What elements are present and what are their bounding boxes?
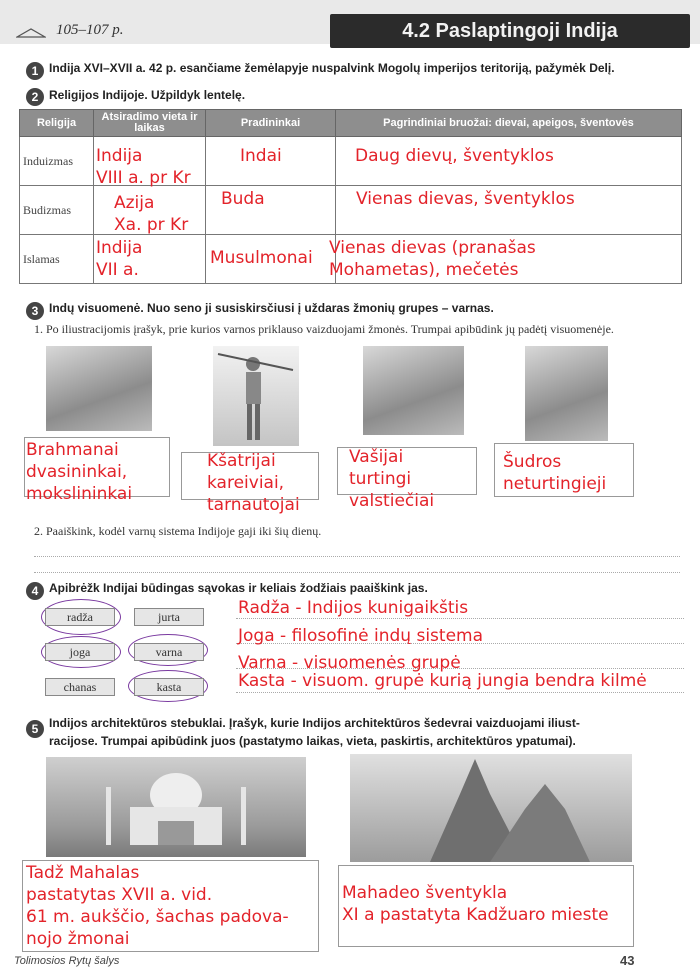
taj-mahal-photo	[46, 757, 306, 857]
temple-icon	[350, 754, 632, 862]
task-4-text: Apibrėžk Indijai būdingas sąvokas ir keliais žodžiais paaiškink jas.	[49, 581, 428, 595]
task-5-text-line-2: racijose. Trumpai apibūdink juos (pastatymo laikas, vieta, paskirtis, architektūros ypatumai).	[49, 734, 576, 748]
handwritten-answer: Tadž Mahalas pastatytas XVII a. vid. 61 m. aukščio, šachas padova- nojo žmonai	[26, 863, 289, 949]
handwritten-answer: Vašijai turtingi valstiečiai	[349, 447, 435, 511]
task-1-text: Indija XVI–XVII a. 42 p. esančiame žemėlapyje nuspalvink Mogolų imperijos teritoriją, pažymėk Delį.	[49, 61, 615, 75]
term-kasta[interactable]: kasta	[134, 678, 204, 696]
handwritten-answer: Azija Xa. pr Kr	[114, 193, 189, 235]
handwritten-answer: Radža - Indijos kunigaikštis	[238, 598, 469, 618]
handwritten-answer: Buda	[221, 189, 265, 209]
handwritten-answer: Kasta - visuom. grupė kurią jungia bendra kilmė	[238, 671, 647, 691]
answer-line[interactable]	[236, 692, 684, 693]
temple-photo	[350, 754, 632, 862]
handwritten-answer: Daug dievų, šventyklos	[355, 146, 554, 166]
task-5-text-line-1: Indijos architektūros stebuklai. Įrašyk, kurie Indijos architektūros šedevrai vaizduojami iliust-	[49, 716, 580, 730]
handwritten-answer: Vienas dievas, šventyklos	[356, 189, 575, 209]
religion-name: Budizmas	[20, 186, 94, 235]
term-varna[interactable]: varna	[134, 643, 204, 661]
handwritten-answer: Vienas dievas (pranašas Mohametas), mečetės	[329, 238, 536, 280]
page-title: 4.2 Paslaptingoji Indija	[330, 14, 690, 48]
handwritten-answer: Indai	[240, 146, 282, 166]
column-header: Atsiradimo vieta ir laikas	[94, 110, 206, 137]
term-joga[interactable]: joga	[45, 643, 115, 661]
handwritten-answer: Šudros neturtingieji	[503, 452, 607, 494]
handwritten-answer: Varna - visuomenės grupė	[238, 653, 461, 673]
term-jurta[interactable]: jurta	[134, 608, 204, 626]
religion-name: Induizmas	[20, 137, 94, 186]
task-number-5: 5	[26, 720, 44, 738]
task-number-3: 3	[26, 302, 44, 320]
handwritten-answer: Musulmonai	[210, 248, 313, 268]
column-header: Pradininkai	[206, 110, 336, 137]
task-3-question-2: 2. Paaiškink, kodėl varnų sistema Indijoje gajі iki šių dienų.	[34, 524, 322, 538]
page-number: 43	[620, 953, 635, 968]
religion-name: Islamas	[20, 235, 94, 284]
handwritten-answer: Joga - filosofinė indų sistema	[238, 626, 484, 646]
task-number-1: 1	[26, 62, 44, 80]
column-header: Religija	[20, 110, 94, 137]
task-number-4: 4	[26, 582, 44, 600]
brahmin-illustration	[46, 346, 152, 431]
handwritten-answer: Indija VII a.	[96, 238, 143, 280]
warrior-figure-icon	[213, 346, 299, 446]
taj-mahal-icon	[46, 757, 306, 857]
handwritten-answer: Kšatrijai kareiviai, tarnautojai	[207, 451, 300, 515]
footer-section-title: Tolimosios Rytų šalys	[14, 955, 120, 967]
task-2-text: Religijos Indijoje. Užpildyk lentelę.	[49, 88, 246, 102]
task-number-2: 2	[26, 88, 44, 106]
handwritten-answer: Brahmanai dvasininkai, mokslininkai	[26, 440, 133, 504]
page-reference: 105–107 p.	[56, 22, 124, 38]
term-radza[interactable]: radža	[45, 608, 115, 626]
vaishya-illustration	[363, 346, 464, 435]
handwritten-answer: Indija VIII a. pr Kr	[96, 146, 191, 188]
kshatriya-illustration	[213, 346, 299, 446]
answer-line[interactable]	[34, 572, 680, 573]
task-3-question-1: 1. Po iliustracijomis įrašyk, prie kurios varnos priklauso vaizduojami žmonės. Trumpai apibūdink jų padėtį visuomenėje.	[34, 322, 614, 336]
column-header: Pagrindiniai bruožai: dievai, apeigos, šventovės	[336, 110, 682, 137]
shudra-illustration	[525, 346, 608, 441]
handwritten-answer: Mahadeo šventykla XI a pastatyta Kadžuaro mieste	[342, 883, 609, 925]
task-3-text: Indų visuomenė. Nuo seno ji susiskirsčiusi į uždaras žmonių grupes – varnas.	[49, 301, 494, 315]
book-icon	[16, 25, 46, 39]
term-chanas[interactable]: chanas	[45, 678, 115, 696]
answer-line[interactable]	[34, 556, 680, 557]
